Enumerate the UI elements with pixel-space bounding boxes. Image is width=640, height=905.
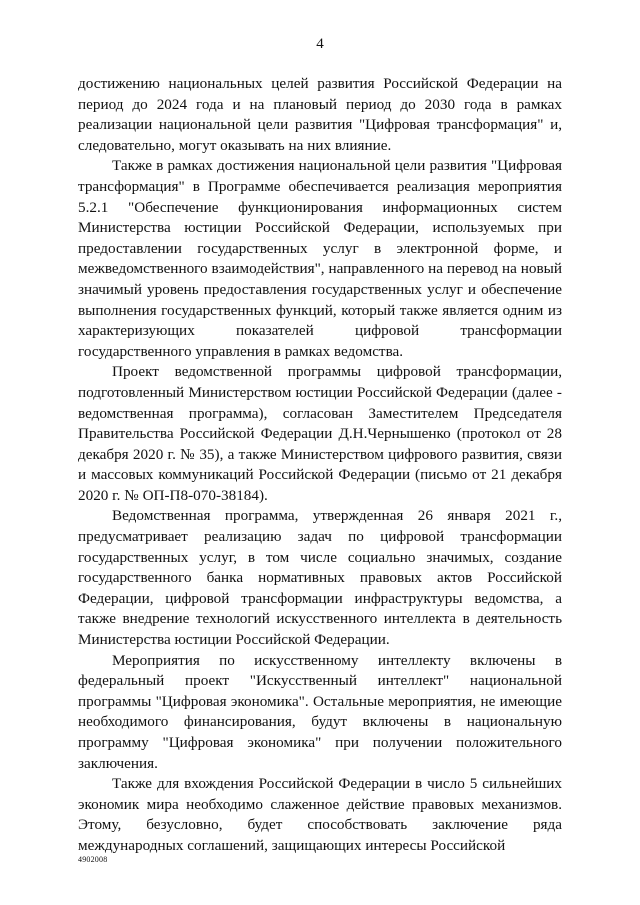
- document-body: [78, 74, 562, 857]
- page-number: 4: [316, 36, 324, 52]
- document-code: 4902008: [78, 855, 108, 864]
- paragraph-digital-transformation-measure: Также в рамках достижения национальной цели развития "Цифровая трансформация" в Программе обеспечивается реализация мероприятия 5.2.1 "Обеспечение функционирования информационных систем Министерства юстиции Российской Федерации, используемых при предоставлении государственных услуг в электронной форме, и межведомственного взаимодействия", направленного на перевод на новый значимый уровень предоставления государственных услуг и обеспечение выполнения государственных функций, который также является одним из характеризующих показателей цифровой трансформации государственного управления в рамках ведомства.: [78, 157, 562, 360]
- paragraph-departmental-program-project: Проект ведомственной программы цифровой трансформации, подготовленный Министерством юстиции Российской Федерации (далее - ведомственная программа), согласован Заместителем Председателя Правительства Российской Федерации Д.Н.Чернышенко (протокол от 28 декабря 2020 г. № 35), а также Министерством цифрового развития, связи и массовых коммуникаций Российской Федерации (письмо от 21 декабря 2020 г. № ОП-П8-070-38184).: [78, 363, 562, 504]
- paragraph-top-five-economies: Также для вхождения Российской Федерации в число 5 сильнейших экономик мира необходимо слаженное действие правовых механизмов. Этому, безусловно, будет способствовать заключение ряда международных соглашений, защищающих интересы Российской: [78, 775, 562, 854]
- paragraph-continuation: достижению национальных целей развития Российской Федерации на период до 2024 года и на плановый период до 2030 года в рамках реализации национальной цели развития "Цифровая трансформация" и, следовательно, могут оказывать на них влияние.: [78, 75, 562, 154]
- paragraph-approved-program: Ведомственная программа, утвержденная 26 января 2021 г., предусматривает реализацию задач по цифровой трансформации государственных услуг, в том числе социально значимых, создание государственного банка нормативных правовых актов Российской Федерации, цифровой трансформации инфраструктуры ведомства, а также внедрение технологий искусственного интеллекта в деятельность Министерства юстиции Российской Федерации.: [78, 507, 562, 649]
- paragraph-ai-measures: Мероприятия по искусственному интеллекту включены в федеральный проект "Искусственный интеллект" национальной программы "Цифровая экономика". Остальные мероприятия, не имеющие необходимого финансирования, будут включены в национальную программу "Цифровая экономика" при получении положительного заключения.: [78, 651, 562, 772]
